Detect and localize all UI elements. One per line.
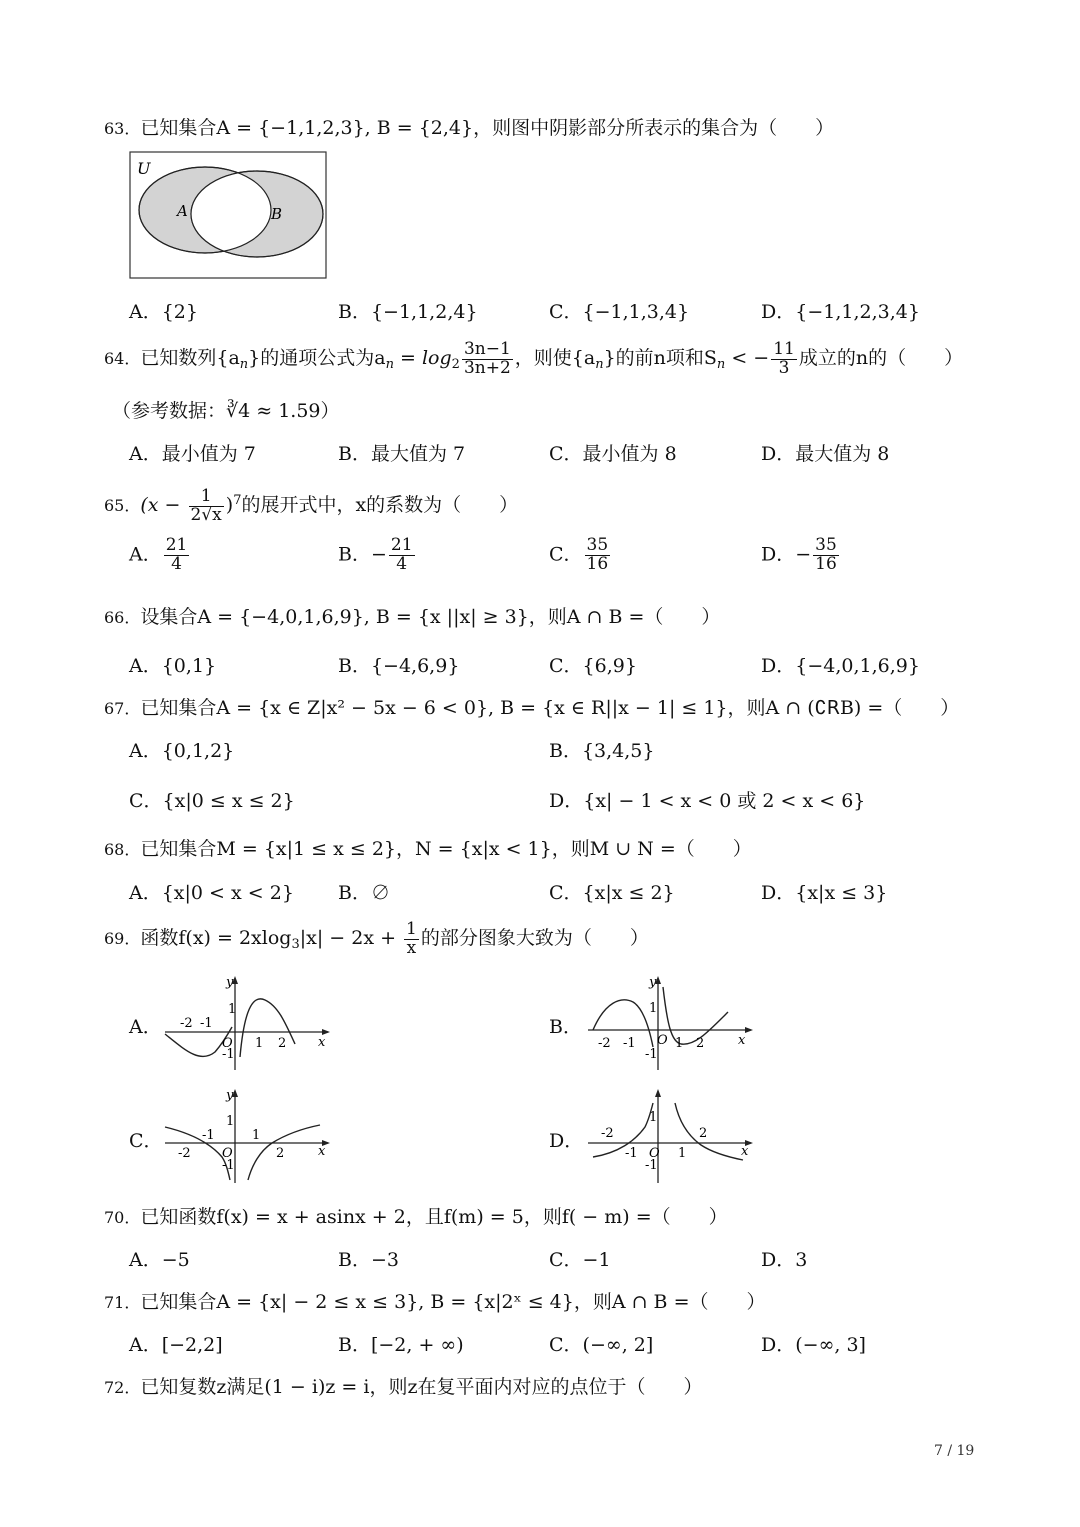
svg-text:x: x <box>741 1144 749 1159</box>
label-b: B <box>271 205 283 223</box>
q69-option-d-label[interactable]: D． <box>549 1130 584 1152</box>
q71-option-d[interactable]: D．(−∞, 3] <box>761 1334 866 1356</box>
svg-text:-2: -2 <box>601 1126 614 1141</box>
question-number: 69． <box>104 929 141 948</box>
q66-option-b[interactable]: B．{−4,6,9} <box>338 655 460 677</box>
q70-option-d[interactable]: D．3 <box>761 1249 808 1271</box>
svg-text:1: 1 <box>649 1110 658 1125</box>
svg-text:y: y <box>649 975 657 990</box>
page-number: 7 / 19 <box>934 1443 975 1459</box>
svg-text:x: x <box>738 1033 746 1048</box>
svg-text:-1: -1 <box>222 1158 235 1173</box>
svg-text:x: x <box>318 1035 326 1050</box>
q70-option-c[interactable]: C．−1 <box>549 1249 611 1271</box>
question-text: 设集合A = {−4,0,1,6,9}, B = {x ||x| ≥ 3}，则A ∩ B =（ ） <box>140 606 721 628</box>
question-68 <box>104 834 752 861</box>
curve-left <box>165 1127 230 1180</box>
q68-option-c[interactable]: C．{x|x ≤ 2} <box>549 882 675 904</box>
svg-text:O: O <box>222 1036 233 1051</box>
question-65: 65．(x − $\frac{1}{2√x}$ )$^7$的展开式中，x的系数为（ ） <box>104 485 519 525</box>
svg-text:1: 1 <box>675 1036 684 1051</box>
svg-text:x: x <box>318 1144 326 1159</box>
q71-option-a[interactable]: A．[−2,2] <box>129 1334 223 1356</box>
q64-option-b[interactable]: B．最大值为 7 <box>338 443 466 465</box>
question-number: 66． <box>104 608 141 627</box>
svg-text:-1: -1 <box>222 1047 235 1062</box>
question-text: 已知集合A = {x ∈ Z|x² − 5x − 6 < 0}, B = {x ∈ R||x − 1| ≤ 1}，则A ∩ (∁ꓣB) =（ ） <box>140 697 960 719</box>
svg-text:-1: -1 <box>645 1047 658 1062</box>
svg-text:-1: -1 <box>625 1146 638 1161</box>
svg-text:1: 1 <box>255 1036 264 1051</box>
q68-option-d[interactable]: D．{x|x ≤ 3} <box>761 882 888 904</box>
question-number: 71． <box>104 1293 141 1312</box>
curve-right <box>240 999 295 1057</box>
q66-option-d[interactable]: D．{−4,0,1,6,9} <box>761 655 920 677</box>
q69-option-b-label[interactable]: B． <box>549 1016 582 1038</box>
svg-text:-2: -2 <box>178 1146 191 1161</box>
q70-option-b[interactable]: B．−3 <box>338 1249 399 1271</box>
svg-text:-1: -1 <box>200 1016 213 1031</box>
question-number: 64． <box>104 349 141 368</box>
y-arrow-icon <box>655 1089 661 1097</box>
question-69: 69．函数f(x) = 2xlog$_3$|x| − 2x + $\frac{1}{x}$ 的部分图象大致为（ ） <box>104 918 649 958</box>
q69-graph-c[interactable] <box>160 1085 335 1185</box>
question-71 <box>104 1287 765 1314</box>
venn-diagram <box>129 150 329 282</box>
q63-option-a[interactable]: A．{2} <box>129 301 198 323</box>
fraction: $\frac{3n-1}{3n+2}$ <box>463 338 511 378</box>
svg-text:2: 2 <box>699 1126 708 1141</box>
q69-graph-d[interactable] <box>583 1085 758 1185</box>
svg-text:-1: -1 <box>645 1158 658 1173</box>
svg-text:1: 1 <box>252 1128 261 1143</box>
svg-text:2: 2 <box>276 1146 285 1161</box>
q64-reference-note: （参考数据：∛4 ≈ 1.59） <box>112 400 340 422</box>
question-number: 65． <box>104 496 141 515</box>
question-72 <box>104 1372 702 1399</box>
q63-option-b[interactable]: B．{−1,1,2,4} <box>338 301 478 323</box>
svg-text:O: O <box>649 1146 660 1161</box>
svg-text:O: O <box>222 1146 233 1161</box>
svg-text:1: 1 <box>226 1114 235 1129</box>
question-text: 已知集合M = {x|1 ≤ x ≤ 2}，N = {x|x < 1}，则M ∪ N =（ ） <box>140 838 752 860</box>
svg-text:1: 1 <box>649 1001 658 1016</box>
q64-option-a[interactable]: A．最小值为 7 <box>129 443 256 465</box>
label-u: U <box>137 159 151 178</box>
svg-text:-1: -1 <box>202 1128 215 1143</box>
q69-graph-b[interactable] <box>583 972 758 1072</box>
question-text: 已知集合A = {−1,1,2,3}, B = {2,4}，则图中阴影部分所表示的集合为（ ） <box>140 117 835 139</box>
svg-text:2: 2 <box>278 1036 287 1051</box>
question-66 <box>104 602 720 629</box>
q64-option-d[interactable]: D．最大值为 8 <box>761 443 890 465</box>
q65-option-a[interactable]: A． $\frac{21}{4}$ <box>129 535 188 574</box>
question-64: 64．已知数列$\{a_n\}$的通项公式为$a_n = \log_2$ $\frac{3n-1}{3n+2}$ ，则使$\{a_n\}$的前n项和$S_n$ < − $\frac{11}{3}$ 成立的n的（ ） <box>104 338 964 378</box>
q71-option-c[interactable]: C．(−∞, 2] <box>549 1334 654 1356</box>
q67-option-c[interactable]: C．{x|0 ≤ x ≤ 2} <box>129 790 295 812</box>
question-text: 已知函数f(x) = x + asinx + 2，且f(m) = 5，则f( − m) =（ ） <box>140 1206 728 1228</box>
question-70 <box>104 1202 728 1229</box>
q65-option-b[interactable]: B．− $\frac{21}{4}$ <box>338 535 413 574</box>
q66-option-a[interactable]: A．{0,1} <box>129 655 217 677</box>
q67-option-a[interactable]: A．{0,1,2} <box>129 740 235 762</box>
q70-option-a[interactable]: A．−5 <box>129 1249 190 1271</box>
question-number: 67． <box>104 699 141 718</box>
q63-option-d[interactable]: D．{−1,1,2,3,4} <box>761 301 920 323</box>
q64-option-c[interactable]: C．最小值为 8 <box>549 443 677 465</box>
question-67 <box>104 693 959 720</box>
svg-text:-1: -1 <box>623 1036 636 1051</box>
q69-graph-a[interactable] <box>160 972 335 1072</box>
question-text: 已知复数z满足(1 − i)z = i，则z在复平面内对应的点位于（ ） <box>140 1376 703 1398</box>
q66-option-c[interactable]: C．{6,9} <box>549 655 637 677</box>
q69-option-c-label[interactable]: C． <box>129 1130 163 1152</box>
question-number: 70． <box>104 1208 141 1227</box>
q68-option-b[interactable]: B．∅ <box>338 882 390 904</box>
q65-option-c[interactable]: C． $\frac{35}{16}$ <box>549 535 609 574</box>
svg-text:1: 1 <box>678 1146 687 1161</box>
question-number: 63． <box>104 119 141 138</box>
q63-option-c[interactable]: C．{−1,1,3,4} <box>549 301 690 323</box>
q67-option-b[interactable]: B．{3,4,5} <box>549 740 655 762</box>
svg-text:1: 1 <box>228 1002 237 1017</box>
label-a: A <box>177 202 188 220</box>
fraction: $\frac{1}{2√x}$ <box>190 485 222 525</box>
question-number: 72． <box>104 1378 141 1397</box>
q69-option-a-label[interactable]: A． <box>129 1016 162 1038</box>
x-arrow-icon <box>745 1027 753 1033</box>
svg-text:O: O <box>657 1033 668 1048</box>
svg-text:y: y <box>226 975 234 990</box>
fraction: $\frac{11}{3}$ <box>773 338 795 378</box>
q65-option-d[interactable]: D．− $\frac{35}{16}$ <box>761 535 837 574</box>
question-63 <box>104 113 834 140</box>
question-number: 68． <box>104 840 141 859</box>
q68-option-a[interactable]: A．{x|0 < x < 2} <box>129 882 294 904</box>
svg-text:-2: -2 <box>598 1036 611 1051</box>
question-text: 已知集合A = {x| − 2 ≤ x ≤ 3}, B = {x|2ˣ ≤ 4}，则A ∩ B =（ ） <box>140 1291 766 1313</box>
svg-text:-2: -2 <box>180 1016 193 1031</box>
svg-text:2: 2 <box>696 1036 705 1051</box>
q67-option-d[interactable]: D．{x| − 1 < x < 0 或 2 < x < 6} <box>549 790 866 812</box>
q71-option-b[interactable]: B．[−2, + ∞) <box>338 1334 464 1356</box>
svg-text:y: y <box>226 1088 234 1103</box>
